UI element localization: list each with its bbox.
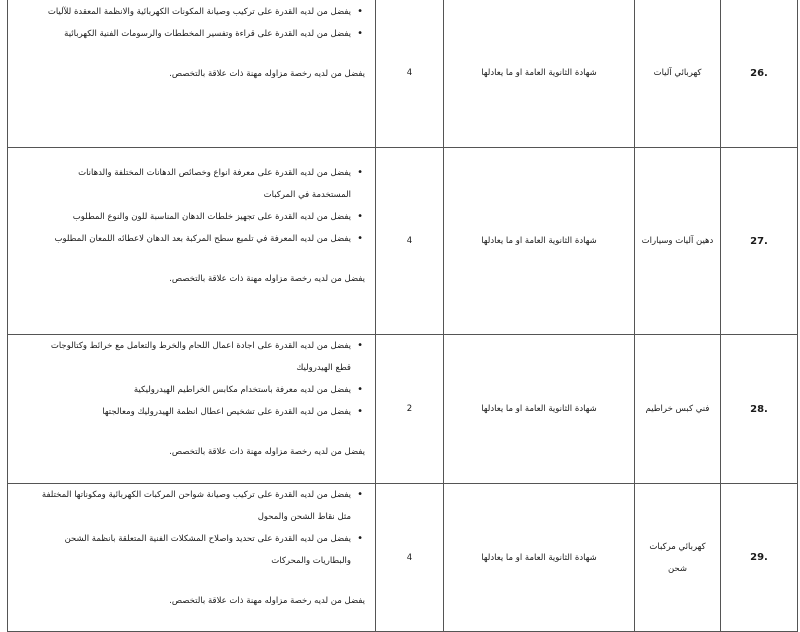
- table-row: [8, 148, 798, 335]
- job-title: كهربائي آليات: [635, 0, 721, 148]
- license-note: يفضل من لديه رخصة مزاوله مهنة ذات علاقة بالتخصص.: [169, 447, 365, 457]
- list-item: • يفضل من لديه المعرفة في تلميع سطح المركبة بعد الدهان لاعطائه اللمعان المطلوب: [38, 228, 351, 250]
- list-item: • يفضل من لديه القدرة على تحديد واصلاح المشكلات الفنية المتعلقة بانظمة الشحن والبطاريات والمحركات: [38, 528, 351, 572]
- job-title: كهربائي مركبات شحن: [635, 484, 721, 632]
- experience-years: 4: [376, 484, 444, 632]
- row-number: .28: [721, 335, 798, 484]
- experience-years: 2: [376, 335, 444, 484]
- qualification: شهادة الثانوية العامة او ما يعادلها: [444, 335, 635, 484]
- requirements-list: [38, 162, 365, 250]
- license-note: يفضل من لديه رخصة مزاوله مهنة ذات علاقة بالتخصص.: [169, 69, 365, 79]
- table-row: [8, 335, 798, 484]
- experience-years: 4: [376, 0, 444, 148]
- list-item: • يفضل من لديه القدرة على تشخيص اعطال انظمة الهيدروليك ومعالجتها: [38, 401, 351, 423]
- requirements: [8, 0, 376, 148]
- requirements-list: [38, 484, 365, 572]
- qualification: شهادة الثانوية العامة او ما يعادلها: [444, 0, 635, 148]
- requirements-list: [38, 335, 365, 423]
- requirements-list: [38, 1, 365, 45]
- requirements: [8, 484, 376, 632]
- table-row: [8, 0, 798, 148]
- list-item: • يفضل من لديه القدرة على تركيب وصيانة المكونات الكهربائية والانظمة المعقدة للآليات: [38, 1, 351, 23]
- list-item: • يفضل من لديه القدرة على قراءة وتفسير المخططات والرسومات الفنية الكهربائية: [38, 23, 351, 45]
- list-item: • يفضل من لديه القدرة على اجادة اعمال اللحام والخرط والتعامل مع خرائط وكتالوجات قطع الهيدروليك: [38, 335, 351, 379]
- license-note: يفضل من لديه رخصة مزاوله مهنة ذات علاقة بالتخصص.: [169, 274, 365, 284]
- row-number: .29: [721, 484, 798, 632]
- requirements: [8, 335, 376, 484]
- list-item: • يفضل من لديه معرفة باستخدام مكابس الخراطيم الهيدروليكية: [38, 379, 351, 401]
- job-title: دهين آليات وسيارات: [635, 148, 721, 335]
- license-note: يفضل من لديه رخصة مزاوله مهنة ذات علاقة بالتخصص.: [169, 596, 365, 606]
- list-item: • يفضل من لديه القدرة على معرفة انواع وخصائص الدهانات المختلفة والدهانات المستخدمة في المركبات: [38, 162, 351, 206]
- row-number: .26: [721, 0, 798, 148]
- experience-years: 4: [376, 148, 444, 335]
- jobs-table: [7, 0, 798, 632]
- qualification: شهادة الثانوية العامة او ما يعادلها: [444, 484, 635, 632]
- requirements: [8, 148, 376, 335]
- job-title: فني كبس خراطيم: [635, 335, 721, 484]
- row-number: .27: [721, 148, 798, 335]
- list-item: • يفضل من لديه القدرة على تركيب وصيانة شواحن المركبات الكهربائية ومكوناتها المختلفة مثل نقاط الشحن والمحول: [38, 484, 351, 528]
- list-item: • يفضل من لديه القدرة على تجهيز خلطات الدهان المناسبة للون والنوع المطلوب: [38, 206, 351, 228]
- qualification: شهادة الثانوية العامة او ما يعادلها: [444, 148, 635, 335]
- table-row: [8, 484, 798, 632]
